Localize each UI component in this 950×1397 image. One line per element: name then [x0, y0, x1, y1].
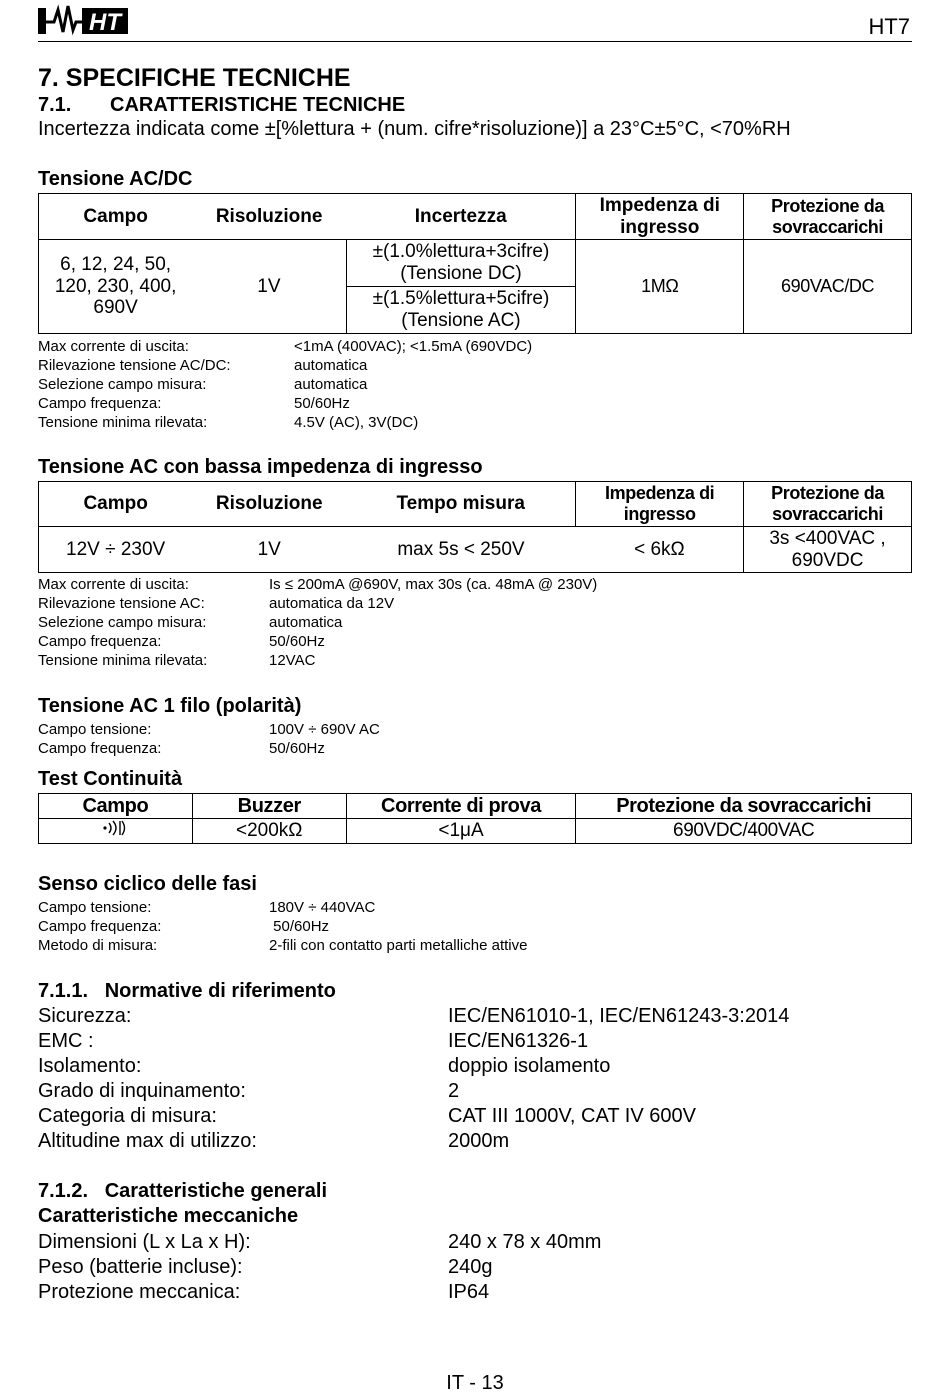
norms-title: 7.1.1. Normative di riferimento [38, 980, 336, 1002]
acdc-range: 6, 12, 24, 50, 120, 230, 400, 690V [39, 240, 193, 334]
list-item: Tensione minima rilevata: 12VAC [38, 652, 316, 669]
acdc-title: Tensione AC/DC [38, 168, 193, 190]
list-item: Campo tensione: 100V ÷ 690V AC [38, 721, 380, 738]
lowz-notes [38, 575, 597, 670]
subsection-title: 7.1. CARATTERISTICHE TECNICHE [38, 94, 406, 116]
general-title: 7.1.2. Caratteristiche generali [38, 1180, 328, 1202]
header-divider [38, 41, 912, 42]
norms-list [38, 1004, 789, 1154]
list-item: Dimensioni (L x La x H): 240 x 78 x 40mm [38, 1231, 602, 1253]
model-name: HT7 [868, 14, 910, 39]
th-risoluzione: Risoluzione [192, 194, 346, 240]
phase-title: Senso ciclico delle fasi [38, 873, 257, 895]
buzzer-icon [39, 819, 193, 844]
section-title: 7. SPECIFICHE TECNICHE [38, 64, 351, 92]
th-protezione: Protezione da sovraccarichi [576, 794, 912, 819]
list-item: Campo frequenza: 50/60Hz [38, 395, 350, 412]
svg-text:HT: HT [89, 9, 121, 36]
list-item: Selezione campo misura: automatica [38, 376, 368, 393]
continuity-title: Test Continuità [38, 768, 183, 790]
phase-notes [38, 898, 527, 955]
acdc-notes [38, 337, 532, 432]
th-incertezza: Incertezza [346, 194, 576, 240]
list-item: Sicurezza: IEC/EN61010-1, IEC/EN61243-3:2014 [38, 1005, 790, 1027]
ht-logo [38, 4, 130, 36]
th-campo: Campo [39, 482, 193, 527]
acdc-protection: 690VAC/DC [744, 240, 912, 334]
list-item: Campo frequenza: 50/60Hz [38, 918, 330, 935]
list-item: Max corrente di uscita: <1mA (400VAC); <1.5mA (690VDC) [38, 338, 533, 355]
onewire-notes [38, 720, 380, 758]
mechanical-title: Caratteristiche meccaniche [38, 1205, 299, 1227]
list-item: Grado di inquinamento: 2 [38, 1080, 460, 1102]
acdc-accuracy-ac: ±(1.5%lettura+5cifre) (Tensione AC) [346, 287, 576, 334]
list-item: Selezione campo misura: automatica [38, 614, 343, 631]
list-item: Campo frequenza: 50/60Hz [38, 633, 325, 650]
th-impedenza: Impedenza di ingresso [576, 482, 744, 527]
acdc-impedance: 1MΩ [576, 240, 744, 334]
list-item: Altitudine max di utilizzo: 2000m [38, 1130, 510, 1152]
list-item: EMC : IEC/EN61326-1 [38, 1030, 589, 1052]
list-item: Categoria di misura: CAT III 1000V, CAT IV 600V [38, 1105, 696, 1127]
lowz-protection: 3s <400VAC , 690VDC [744, 527, 912, 573]
lowz-table [38, 481, 912, 573]
acdc-table [38, 193, 912, 334]
th-buzzer: Buzzer [192, 794, 346, 819]
th-campo: Campo [39, 194, 193, 240]
list-item: Metodo di misura: 2-fili con contatto parti metalliche attive [38, 937, 528, 954]
list-item: Rilevazione tensione AC/DC: automatica [38, 357, 368, 374]
lowz-time: max 5s < 250V [346, 527, 576, 573]
lowz-resolution: 1V [192, 527, 346, 573]
th-risoluzione: Risoluzione [192, 482, 346, 527]
th-corrente: Corrente di prova [346, 794, 576, 819]
acdc-resolution: 1V [192, 240, 346, 334]
page-number: IT - 13 [446, 1372, 504, 1394]
onewire-title: Tensione AC 1 filo (polarità) [38, 695, 302, 717]
continuity-buzzer: <200kΩ [192, 819, 346, 844]
list-item: Max corrente di uscita: Is ≤ 200mA @690V, max 30s (ca. 48mA @ 230V) [38, 576, 598, 593]
acdc-accuracy-dc: ±(1.0%lettura+3cifre) (Tensione DC) [346, 240, 576, 287]
continuity-current: <1μA [346, 819, 576, 844]
list-item: Peso (batterie incluse): 240g [38, 1256, 493, 1278]
list-item: Campo frequenza: 50/60Hz [38, 740, 325, 757]
th-tempo: Tempo misura [346, 482, 576, 527]
general-list [38, 1230, 601, 1305]
lowz-range: 12V ÷ 230V [39, 527, 193, 573]
list-item: Rilevazione tensione AC: automatica da 12V [38, 595, 395, 612]
th-protezione: Protezione da sovraccarichi [744, 482, 912, 527]
list-item: Isolamento: doppio isolamento [38, 1055, 611, 1077]
continuity-protection: 690VDC/400VAC [576, 819, 912, 844]
lowz-impedance: < 6kΩ [576, 527, 744, 573]
th-impedenza: Impedenza di ingresso [576, 194, 744, 240]
accuracy-note: Incertezza indicata come ±[%lettura + (num. cifre*risoluzione)] a 23°C±5°C, <70%RH [38, 118, 791, 140]
continuity-table [38, 793, 912, 844]
th-protezione: Protezione da sovraccarichi [744, 194, 912, 240]
list-item: Campo tensione: 180V ÷ 440VAC [38, 899, 376, 916]
lowz-title: Tensione AC con bassa impedenza di ingresso [38, 456, 483, 478]
th-campo: Campo [39, 794, 193, 819]
list-item: Protezione meccanica: IP64 [38, 1281, 490, 1303]
list-item: Tensione minima rilevata: 4.5V (AC), 3V(DC) [38, 414, 419, 431]
